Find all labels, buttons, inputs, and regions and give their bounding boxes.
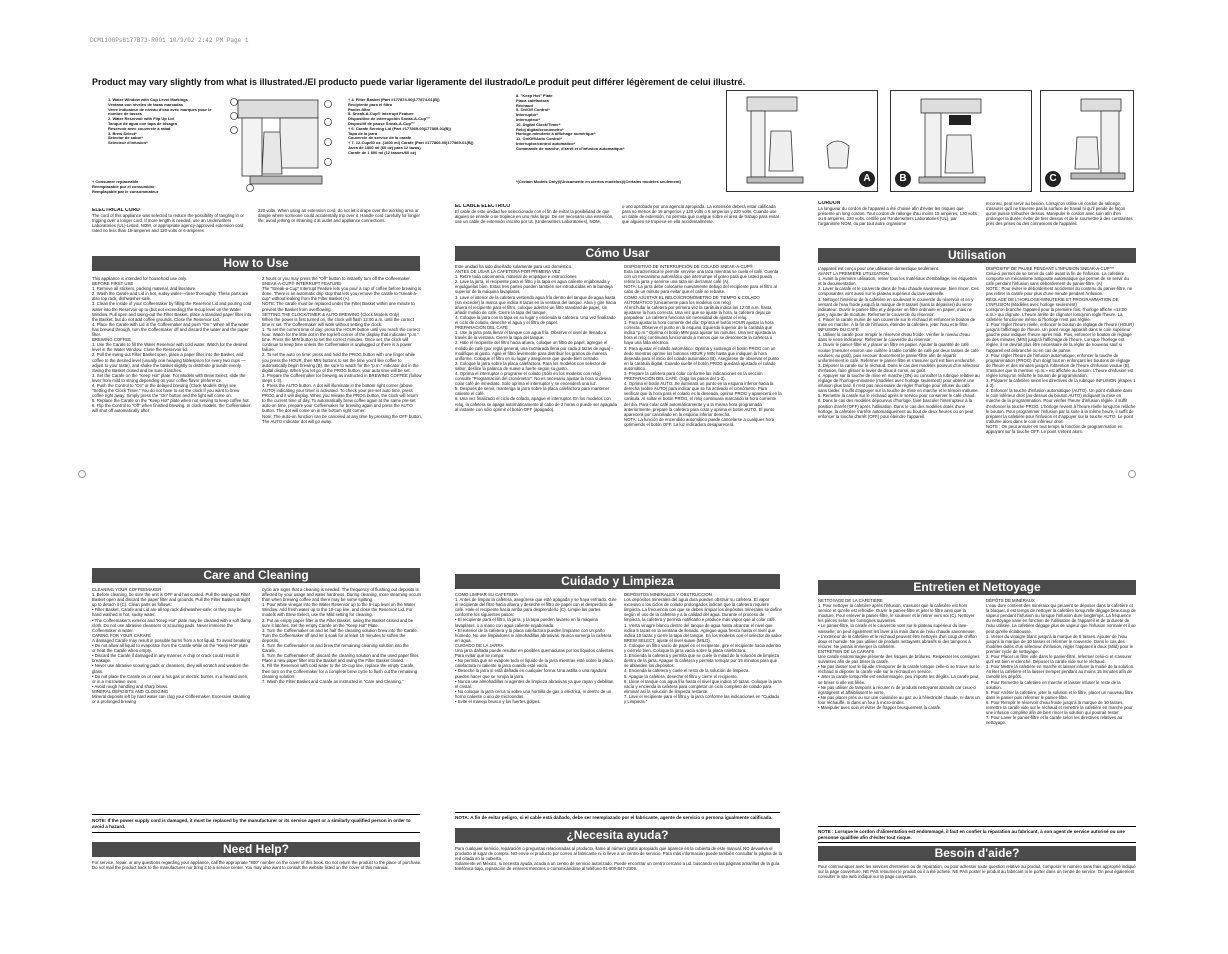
como-usar-heading: Cómo Usar — [455, 246, 780, 261]
care-cleaning-col-2: cycle are signs that a cleaning is needed. The frequency of flushing out deposits is affected by your usage and water hardness. During cleaning, more steaming occurs than when brewing coffee and there may be some spitting. 1. Pour white vinegar into the Water Reservoir up to the 5-cup level on the Water Window. Add fresh water up to the 10-cup line, and close the Reservoir Lid. For models with Brew Select, use the Mild setting for cleaning. 2. Put an empty paper filter in the Filter Basket, swing the Basket closed and be sure it latches. Set the empty Carafe on the "Keep Hot" Plate. 3. Turn the Coffeemaker on and let half the cleaning solution brew into the Carafe. Turn the Coffeemaker off and let it soak for at least 15 minutes to soften the deposits. 4. Turn the Coffeemaker on and brew the remaining cleaning solution into the Carafe. 5. Turn the Coffeemaker off; discard the cleaning solution and the used paper filter. Place a new paper filter into the Basket and swing the Filter Basket closed. 6. Fill the Reservoir with cold water to the 10-cup line, replace the empty Carafe, then turn on the Coffeemaker for a complete brew cycle to flush out the remaining cleaning solution. 7. Wash the Filter Basket and Carafe as instructed in "Care and Cleaning." — [262, 587, 422, 684]
figure-c-label: C — [1045, 171, 1061, 187]
necesita-ayuda-heading: ¿Necesita ayuda? — [455, 828, 780, 843]
utilisation-heading: Utilisation — [818, 248, 1136, 263]
file-header-line: DCM1100PsB177B73-R001 10/9/02 2:42 PM Page 1 — [90, 37, 249, 44]
en-cord-text-2: 220 volts. When using an extension cord, do not let it drape over the working area or dangle where someone could accidentally trip over it. Handle cord carefully for longer life; avoid jerking or straining it at outlet and appliance connections. — [258, 208, 420, 224]
cuidado-limpieza-col-2: DEPÓSITOS MINERALES Y OBSTRUCCION Los depósitos minerales del agua dura pueden obstruir su cafetera. El vapor excesivo o los ciclos de colado prolongados indican que la cafetera requiere limpieza. La frecuencia con que se deben limpiar los depósitos minerales se define según el uso de la cafetera y a la calidad del agua. Durante el proceso de limpieza, la cafetera y permita notificarlo e produce más vapor que al colar café. 1. Vierta vinagre blanco dentro del tanque de agua hasta alcanzar el nivel que indica 5 tazas en la ventana de llenado. Agregue agua fresca hasta el nivel que indica 10 tazas y cierre la tapa del tanque. En los modelos con el selector de sabor BREW SELECT, ajuste el nivel suave (MILD). 2. Coloque un filtro vacío de papel en el recipiente, gire el recipiente hacia adentro y ciérrelo bien. Coloque la jarra vacía sobre la placa calefactora. 3. Encienda la cafetera y permita que se cuele la mitad de la solución de limpieza dentro de la jarra. Apague la cafetera y permita remojar por 15 minutos para que se ablanden los depósitos. 4. Encienda la cafetera y cuele el resto de la solución de limpieza. 5. Apague la cafetera, deseche el filtro y cierre el recipiente. 6. Llene el tanque con agua fría hasta el nivel que indica 10 tazas. Coloque la jarra vacía y encienda la cafetera para completar un ciclo completo de colado para eliminar así la solución de limpieza restante. 7. Lave el recipiente para el filtro y la jarra conforme las indicaciones en "Cuidado y Limpieza." — [624, 592, 782, 704]
como-usar-col-1: Este unidad ha sido diseñado solamente para uso doméstico. ANTES DE USAR LA CAFETERA POR PRIMERA VEZ 1. Retire toda calcomanía, material de empaque e instrucciones 2. Lave la jarra, el recipiente para el filtro y la tapa en agua caliente enjabonada y enjuáguelas bien. Estas tres partes pueden también ser introducidas en la bandeja superior de la máquina lavaplatos. 3. Lave el interior de la cafetera vertiendo agua fría dentro del tanque de agua hasta (sin exceder) la marca que indica 8 tazas en la ventana del tanque. Abra y gire hacia afuera el recipiente para el filtro, coloque adentro un filtro standard de papel, sin añadir molido de café. Cierre la tapa del tanque. 4. Coloque la jarra con la tapa en su lugar y encienda la cafetera. Una vez finalizado el ciclo de colado, deseche el agua y el filtro de papel. PREPARACIÓN DEL CAFÉ 1. Use la jarra para llenar el tanque con agua fría. Observe el nivel de llenado a través de la ventana. Cierre la tapa del tanque. 2. Hale el recipiente del filtro hacia afuera, coloque un filtro de papel, agregue el molido de café (por regla general, una cucharada llena por cada 2 tazas de agua) - modifique al gusto. Agite el filtro levemente para distribuir los granos de manera uniforme. Coloque el filtro en su lugar y asegúrese que quede bien cerrado. 3. Coloque la jarra sobre la placa calefactora. Para los modelos con selector de sabor, deslice la palanca de suave a fuerte según su gusto. 4. Oprima el interruptor o programe el colado (Sólo en los modelos con reloj) consulte "Programación del cronómetro". No es necesario ajustar la hora si desea colar café de inmediato. Sólo oprima el interruptor y se encenderá una luz. 5. Después de servir, mantenga la jarra sobre la placa calefactora para mantener caliente el café. 6. Una vez finalizado el ciclo de colado, apague el interruptor. En los modelos con reloj, la cafetera se apaga automáticamente al cabo de 2 horas o puede ser apagada al instante con sólo oprimir el botón OFF (apagado). — [455, 264, 617, 412]
es-cord-title: EL CABLE ELECTRICO — [455, 204, 511, 209]
entretien-col-1: NETTOYAGE DE LA CAFETIÈRE 1. Pour nettoyer la cafetière après l'infusion, s'assurer que la cafetière est hors service et qu'elle est refroidie. Ouvrir le panier-filtre et jeter le filtre ainsi que la mouture. Pour enlever le panier-filtre, le soulever et le retirer vers soi (C). Nettoyer les pièces selon les consignes suivantes. • Le panier-filtre, la carafe et le couvercle vont sur le plateau supérieur du lave-vaisselle; on peut également les laver à la main dans de l'eau chaude savonneuse. • L'extérieur de la cafetière et le réchaud peuvent être nettoyés d'un coup de chiffon doux et humide. Ne pas utiliser de produits nettoyants abrasifs ni des tampons à récurer. Ne jamais immerger la cafetière. ENTRETIEN DE LA CARAFE Une carafe endommagée présente des risques de brûlures. Respecter les consignes suivantes afin de pas briser la carafe. • Ne pas laisser tout le liquide s'évaporer de la carafe lorsque celle-ci se trouve sur le réchaud ni déposer la carafe vide sur le réchaud en service. • Jeter la carafe lorsqu'elle est endommagée, peu importe les dégâts. La carafe peut se briser si elle est fêlée. • Ne pas utiliser de tampons à récurer ni de produits nettoyants abrasifs car ceux-ci égratignent et affaiblissent le verre. • Ne pas placer près ou sur une cuisinière au gaz ou à l'électricité chaude, ni dans un four réchauffé, ni dans un four à micro-ondes. • Manipuler avec soin et éviter de frapper brusquement la carafe. — [818, 598, 980, 710]
entretien-heading: Entretien et Nettoyage — [818, 580, 1136, 595]
figure-c-panel — [1040, 90, 1134, 192]
figure-a-label: A — [859, 171, 875, 187]
fr-cord-text-2: reconnu, peut servir au besoin. Lorsqu'on utilise un cordon de rallonge, s'assurer qu'il ne traverse pas la surface de travail ni qu'il pende de façon qu'on puisse trébucher dessus. Manipuler le cordon avec soin afin d'en prolonger la durée; éviter de tirer dessus et de le soumettre à des contraintes près des prises ou des connexions de l'appareil. — [986, 201, 1133, 227]
fr-cord-title: CORDON — [818, 201, 841, 206]
entretien-col-2: DÉPÔTS DE MINÉRAUX L'eau dure contient des minéraux qui peuvent se déposer dans la cafetière et la bloquer. Il est temps de nettoyer la cafetière lorsqu'elle dégage beaucoup de vapeur pendant l'infusion ou lorsque l'infusion dure longtemps. La fréquence du nettoyage varie en fonction de l'utilisation de l'appareil et de la dureté de l'eau utilisée. La cafetière dégage plus de vapeur que l'infusion normale et il se peut qu'elle éclabousse. 1. Verser du vinaigre blanc jusqu'à la marque de 5 tasses. Ajouter de l'eau jusqu'à la marque de 10 tasses et refermer le couvercle. Dans le cas des modèles dotés d'un sélecteur d'infusion, régler l'appareil à doux (Mild) pour le premier cycle de nettoyage. 2. Pour Placer un filtre vide dans le panier-filtre, refermer celui-ci et s'assurer qu'il est bien enclenché. Déposer la carafe vide sur le réchaud. 3. Pour Mettre la cafetière en marche et laisser infuser la moitié de la solution. Arrêter la cafetière et la laisser tremper pendant au moins 15 minutes afin de ramollir les dépôts. 4. Pour Remettre la cafetière en marche et laisser infuser le reste de la solution. 5. Pour Arrêter la cafetière, jeter la solution et le filtre, placer un nouveau filtre dans le panier puis refermer le panier-filtre. 6. Pour Remplir le réservoir d'eau froide jusqu'à la marque de 10 tasses, remettre la carafe vide sur le réchaud et remettre la cafetière en marche pour une infusion complète afin de bien rincer la solution qui pourrait rester. 7. Pour Laver le panier-filtre et la carafe selon les directives relatives au nettoyage. — [986, 598, 1136, 726]
fr-cord-text-1: La longueur du cordon de l'appareil a été choisie afin d'éviter les risques que présente un long cordon. Tout cordon de rallonge d'au moins 15 ampères, 120 volts ou 6 ampères, 220 volts, certifié par l'Underwriters Laboratories (UL), par l'organisme NOM, ou par tout autre organisme — [818, 206, 977, 227]
how-to-use-col-1: This appliance is intended for household use only. BEFORE FIRST USE 1. Remove all stickers, packing material, and literature. 2. Wash the Carafe and Lid in hot, sudsy water—rinse thoroughly. These parts are also top rack, dishwasher-safe. 3. Clean the inside of your Coffeemaker by filling the Reservoir Lid and pouring cold water into the Reservoir up to (but not exceeding) the 8-cup level on the Water Window. Pull open and swing-out the Filter Basket, place a standard paper filter into the Basket, but do not add coffee grounds. Close the Reservoir Lid. 4. Place the Carafe with Lid in the Coffeemaker and push "On." When all the water has brewed through, turn the Coffeemaker off and discard the water and the paper filter. BREWING COFFEE 1. Use the Carafe to fill the Water Reservoir with cold water. Watch for the desired level in the Water Window. Close the Reservoir lid. 2. Pull the swing-out Filter Basket open, place a paper filter into the Basket, and coffee to the desired level (usually one heaping tablespoon for every two cups — adjust to your taste), and shake the basket slightly to distribute grounds evenly. Swing the Basket closed and be sure it latches. 3. Set the Carafe on the "Keep Hot" plate. For Models with Brew Select, slide the lever from mild to strong depending on your coffee flavor preference. 4. Push the Control to "On" or the delayed brewing (Clock Models Only) see "Setting the Clock Timer." You do not have to set the clock if you want to brew coffee right away. Simply press the "On" button and the light will come on. 5. Replace the Carafe on the "Keep Hot" plate when not serving to keep coffee hot. 6. Flip the Control to "Off" when finished brewing. In clock models, the Coffeemaker will shut off automatically after — [92, 276, 252, 414]
cuidado-limpieza-heading: Cuidado y Limpieza — [455, 574, 780, 589]
care-cleaning-col-1: CLEANING YOUR COFFEEMAKER 1. Before cleaning, be sure the unit is OFF and has cooled. Pull the swing-out Filter Basket open and discard the paper filter and grounds. Pull the Filter Basket straight up to detach it (C). Clean parts as follows: • Filter Basket, Carafe and Lid are all top rack dishwasher-safe; or they may be hand washed in hot, sudsy water. • The Coffeemaker's exterior and "Keep Hot" plate may be cleaned with a soft damp cloth. Do not use abrasive cleansers or scouring pads. Never immerse the Coffeemaker in water. CARING FOR YOUR CARAFE A damaged Carafe may result in possible burns from a hot liquid. To avoid breaking: • Do not allow all liquid to evaporate from the Carafe while on the "Keep Hot" plate or heat the Carafe when empty. • Discard the Carafe if damaged in any manner. A chip or crack could result in breakage. • Never use abrasive scouring pads or cleansers, they will scratch and weaken the glass. • Do not place the Carafe on or near a hot gas or electric burner, in a heated oven, or in a microwave oven. • Avoid rough handling and sharp blows. MINERAL DEPOSITS AND CLOGGING Mineral deposits left by hard water can clog your Coffeemaker. Excessive steaming or a prolonged brewing — [92, 587, 252, 705]
en-note-rule — [92, 814, 420, 815]
como-usar-col-2: DISPOSITIVO DE INTERRUPCIÓN DE COLADO SNEAK-A-CUP® Esta característica le permite servirse una taza mientras se cuela el café. Cuenta con un mecanismo automático que interrumpe el goteo para que usted pueda retirar la jarra y servirse una taza sin derramar café (A). NOTA: La jarra debe colocarse nuevamente debajo del recipiente para el filtro al cabo de un minuto para evitar que el café se rebalse. COMO AJUSTAR EL RELOJ/CRONÓMETRO DE TIEMPO & COLADO AUTOMÁTICO (Únicamente para los modelos con reloj) Al enchufar la cafetera por primera vez la carátula indica las 12:00 a.m. hasta ajustarse la hora correcta. Una vez que se ajuste la hora, la cafetera dejar de parpadear. La cafetera funciona sin necesidad de ajustar el reloj. 1. Para ajustar la hora corriente del día: Oprima el botón HOUR ajustar la hora correcta. Observe el punto en la esquina izquierda superior de la carátula que indica "p.m." Oprima el botón MIN para ajustar los minutos. Una vez ajustada la hora el reloj continuara funcionando a menos que se desconecte la cafetera o haya una falla eléctrica. 2. Para ajustar el colado automático: Oprima y sostenga el botón PROG con un dedo mientras oprime los botones HOUR y MIN hasta que indiquen la hora deseada para el inicio del colado automático (B). Asegúrese de observar el punto en la carátula digital. Cuando suelte el botón PROG quedará ajustado el colado automático. 3. Prepare la cafetera para colar conforme las indicaciones en la sección PREPARACIÓN DEL CAFÉ. (Siga los pasos del 1-3). 4. Oprima el botón AUTO. Se iluminará un punto en la esquina inferior hacia la derecha (sobre AUTO) para indicar que se ha activado el cronómetro. Para verificar que la hora para el colado es la deseada, oprima PROG y aparecerá en la carátula. Al soltar el botón PROG, el reloj continuara marcando la hora corriente del día. Para colar café automáticamente y a la misma hora programada anteriormente, prepare la cafetera para colar y oprima el botón AUTO. El punto aparecerá por cancelado en la esquina inferior derecha. NOTA: La función de encendido automático puede cancelarse a cualquier hora oprimiendo el botón OFF. La luz indicadora desaparecerá. — [624, 264, 782, 427]
en-note-rule-bottom — [92, 832, 420, 833]
figure-b-label: B — [895, 171, 911, 187]
cuidado-limpieza-col-1: COMO LIMPIAR SU CAFETERA 1. Antes de limpiar la cafetera, asegúrese que esté apagada y se haya enfriado. Gire el recipiente del filtro hacia afuera y deseche el filtro de papel con el desperdicio de café. Hale el recipiente hacia arriba para desprenderlo (C). Limpie las partes conforme los siguientes pasos: • El recipiente para el filtro, la jarra, y la tapa pueden lavarse en la máquina lavaplatos, o a mano con agua caliente enjabonada. • El exterior de la cafetera y la placa calefactora pueden limpiarse con un paño húmedo. No use limpiadores ni almohadillas abrasivas. Nunca sumerja la cafetera en agua. CUIDADO DE LA JARRA Una jarra dañada puede resultar en posibles quemaduras por los líquidos calientes. Para evitar que se rompa: • No permita que se evapore todo el líquido de la jarra mientras esté sobre la placa calefactora ni caliente la jarra cuando esté vacía. • Deseche la jarra si está dañada en cualquier forma. Una astilla o una rajadura pueden hacer que se rompa la jarra. • Nunca use almohadillas ni agentes de limpieza abrasivas ya que rayan y debilitan el cristal. • No coloque la jarra cerca ni sobre una hornilla de gas o eléctrica, ni dentro de un horno caliente o uno de microondas. • Evite el manejo brusco y los fuertes golpes. — [455, 592, 617, 704]
parts-list-right: 8. "Keep Hot" Plate Placa calefactora Réchaud 9. On/Off Control* Interruptor* Interrupteur* 10. Digital Clock/Timer* Reloj digital/cronómetro* Horloge-minuterie à affichage numérique* 11. On/Off/Auto Control* Interruptor/control automático* Commande de marche, d'arrêt et d'infusion automatique* — [516, 93, 625, 151]
fr-note-rule-bottom — [818, 842, 1136, 843]
besoin-aide-text: Pour communiquer avec les services d'entretien ou de réparation, ou pour adresser toute question relative au produit, composer le numéro sans frais approprié indiqué sur la page couverture. NE PAS retourner le produit où il a été acheté. NE PAS poster le produit au fabricant ni le porter dans un centre de service. On peut également consulter le site web indiqué sur la page couverture. — [818, 864, 1136, 880]
certain-models-note: *(Certain Models Only)/(Únicamente en ciertos modelos)/(Certains modèles seulement) — [516, 179, 681, 184]
en-cord-title: ELECTRICAL CORD — [92, 208, 140, 213]
parts-list-left: 1. Water Window with Cup Level Markings Ventana con niveles de tazas marcadas Verre indicateur de niveau d'eau avec marques pour le nombre de tasses 2. Water Reservoir with Flip Up Lid Tanque de agua con tapa de bisagra Réservoir avec couvercle à rabat 3. Brew Select* Selector de sabor* Sélecteur d'infusion* — [108, 97, 212, 146]
es-cord-text-2: o uno aprobado por una agencia apropiada. La extensión deberá estar calificada para no menos de 15 amperios y 120 volts o 6 amperios y 220 volts. Cuando use un cable de extensión, no permita que cuelgue sobre el área de trabajo para evitar que alguien se tropiece en ella accidentalmente. — [622, 204, 780, 225]
how-to-use-heading: How to Use — [92, 256, 420, 271]
es-note-rule — [455, 812, 780, 813]
registration-mark — [78, 470, 86, 478]
care-cleaning-heading: Care and Cleaning — [92, 568, 420, 583]
fr-note-rule — [818, 826, 1136, 827]
figure-b-panel — [890, 90, 1032, 192]
figure-a-panel — [726, 90, 878, 192]
es-cord-section — [455, 204, 615, 248]
en-cord-text-1: The cord of this appliance was selected to reduce the possibility of tangling in or tripping over a longer cord. If more length is needed, use an Underwriters Laboratories (UL)-Listed, NOM, or appropriate agency-approved extension cord rated no less than 15-amperes and 120 volts or 6-amperes — [92, 213, 244, 234]
es-cord-note: NOTA: A fin de evitar peligro, si el cable está dañado, debe ser reemplazado por el fabricante, agente de servicio o persona igualmente calificada. — [455, 815, 773, 820]
consumer-replaceable-note: † Consumer replaceable Reemplazable por el consumidor Remplaçable par le consommateur — [92, 179, 159, 194]
es-cord-text-1: El cable de este unidad fue seleccionado con el fin de evitar la posibilidad de que alguien se enrede o se tropiece en uno más largo. De ser necesario una extensión, use un cable de extensión inscrito por UL (Underwriters Laboratories), NOM, — [455, 209, 614, 225]
need-help-text: For service, repair, or any questions regarding your appliance, call the appropriate "800" number on the cover of this book. Do not return the product to the place of purchase. Do not mail the product back to the manufacturer nor bring it to a service center. You may also want to consult the website listed on the cover of this manual. — [92, 860, 422, 871]
utilisation-col-2: DISPOSITIF DE PAUSE PENDANT L'INFUSION SNEAK-A-CUP™ Celui-ci permet de se servir du café avant la fin de l'infusion. La cafetière comporte un mécanisme antigoutte automatique qui permet de se servir du café pendant l'infusion sans débordement du panier-filtre. (A) NOTE : Pour éviter le débordement accidentel du contenu du panier-filtre, ne pas retirer la carafe pour plus d'une minute pendant l'infusion. RÉGLAGE DE L'HORLOGE-MINUTERIE ET PROGRAMMATION DE L'INFUSION (Modèles avec horloge seulement) Lorsqu'on branche l'appareil pour la première fois, l'horloge affiche «12:00 a.m.» qui clignote. L'heure arrête de clignoter lorsqu'on règle l'heure. La cafetière fonctionne même si l'horloge n'est pas réglée. 1. Pour régler l'heure réelle, enfoncer le bouton de réglage de l'heure (HOUR) jusqu'à l'affichage de l'heure. Un point rouge apparaît dans le coin supérieur gauche pour indiquer l'heure après midi. Puis, enfoncer le bouton de réglage de des minutes (MIN) jusqu'à l'affichage de l'heure. Lorsque l'horloge est réglée, il ne devrait plus être nécessaire de la régler de nouveau sauf si l'appareil est débranché ou en cas de panne. 2. Pour régler l'heure de l'infusion automatique, enfoncer la touche de programmation (PROG) d'un doigt tout en enfonçant les boutons de réglage de l'heure et des minutes jusqu'à l'obtention de l'heure d'infusion voulue (B). S'assurer que la mention «p.m.» est affichée au besoin. L'heure d'infusion est réglée lorsqu'on relâche le bouton de programmation. 3. Préparer la cafetière selon les directives de la rubrique INFUSION (étapes 1 à 3). 4. Enfoncer la touche d'infusion automatique (AUTO). Un point s'allume dans le coin inférieur droit (au-dessus du bouton AUTO) indiquant la mise en marche de la programmation. Pour vérifier l'heure d'infusion réglée, il suffit d'enfoncer la touche PROG. L'horloge revient à l'heure réelle lorsqu'on relâche le bouton. Pour programmer l'infusion par la suite à la même heure, il suffit de préparer la cafetière pour l'infusion et d'appuyer sur la touche AUTO. Le point s'allume alors dans le coin inférieur droit. NOTE : On peut annuler en tout temps la fonction de programmation en appuyant sur la touche OFF. Le point s'éteint alors. — [986, 266, 1136, 434]
coffeemaker-diagram — [220, 92, 340, 192]
how-to-use-col-2: 2 hours or you may press the "Off" button to instantly turn off the Coffeemaker. SNEAK-A-CUP® INTERRUPT FEATURE The "Sneak-a-Cup" Interrupt Feature lets you pour a cup of coffee before brewing is done. There is an automatic drip stop that lets you remove the carafe to "sneak-a-cup" without leaking from the Filter Basket (A). NOTE: The carafe must be replaced under the Filter Basket within one minute to prevent the Basket from overflowing. SETTING THE CLOCK/TIMER & AUTO BREWING (Clock Models Only) When the power is first turned on, the clock will flash 12:00 a.m. until the correct time is set. The Coffeemaker will work without setting the clock. 1. To set the current time of day: press the HOUR button until you reach the correct hour. Watch for the little dot in the top left corner of the display that indicates "p.m." time. Press the MIN button to set the correct minutes. Once set, the clock will continue to keep time unless the Coffeemaker is unplugged or there is a power failure. 2. To set the auto on time: press and hold the PROG button with one finger while you press the HOUR, then MIN buttons to set the time you'd like coffee to automatically begin brewing (B). Be sure to watch for the "p.m." indicator dot in the digital display. When you let go of the PROG button, your auto time will be set. 3. Prepare the Coffeemaker for brewing as instructed in BREWING COFFEE (follow steps 1-3). 4. Press the AUTO button. A dot will illuminate in the bottom right corner (above AUTO) indicating your timer is activated. To check your pre-set auto time, press PROG and it will display. When you release the PROG button, the clock will return to the current time of day. To automatically brew coffee again at the same pre-set auto-on time, prepare your Coffeemaker for brewing again and press the AUTO button. The dot will come on in the bottom right corner. Note: The auto-on function can be canceled at any time by pressing the OFF button. The AUTO indicator dot will go away. — [262, 276, 422, 424]
en-cord-note: NOTE: If the power supply cord is damaged, it must be replaced by the manufacturer or its service agent or a similarly qualified person in order to avoid a hazard. — [92, 818, 411, 829]
utilisation-col-1: L'appareil est conçu pour une utilisation domestique seulement. AVANT LA PREMIÈRE UTILISATION 1. Avant la première utilisation, retirer tous les matériaux d'emballage, les étiquettes et la documentation. 2. Laver la carafe et le couvercle dans de l'eau chaude savonneuse, bien rincer. Ces composantes vont aussi sur le plateau supérieur du lave-vaisselle. 3. Nettoyer l'intérieur de la cafetière en soulevant le couvercle du réservoir et en y versant de l'eau froide jusqu'à la marque de 8 tasses (sans la dépasser) du verre indicateur. Ouvrir le panier-filtre et y déposer un filtre ordinaire en papier, mais ne pas y ajouter de mouture. Refermer le couvercle du réservoir. 4. Placer la carafe munie de son couvercle sur le réchaud et enfoncer le bouton de mise en marche. À la fin de l'infusion, éteindre la cafetière, jeter l'eau et le filtre. INFUSION DU CAFÉ 1. Utiliser la carafe pour remplir le réservoir d'eau froide. Vérifier le niveau d'eau dans le verre indicateur. Refermer le couvercle du réservoir. 2. Ouvrir le panier-filtre et y placer un filtre en papier. Ajouter la quantité de café voulue (mesurer environ une cuillère à table comble de café par deux tasses de café voulues; au goût), puis secouer doucement le panier-filtre afin de répartir uniformément le café. Refermer le panier-filtre et s'assurer qu'il est bien enclenché. 3. Déposer la carafe sur le réchaud. Dans le cas des modèles pourvus d'un sélecteur d'infusion, faire glisser le levier de doux à corsé, au goût. 4. Appuyer sur la touche de mise en marche (ON) ou consulter la rubrique relative au réglage de l'horloge-minuterie (modèles avec horloge seulement) pour obtenir une infusion plus tard. Il n'est pas nécessaire de régler l'horloge pour infuser du café sans tarder. Il suffit d'appuyer sur la touche de mise en marche et le témoin s'allume. 5. Remettre la carafe sur le réchaud après le service pour conserver le café chaud. 6. Dans le cas des modèles dépourvus d'horloge, faire basculer l'interrupteur à la position d'arrêt (OFF) après l'utilisation. Dans le cas des modèles dotés d'une horloge, la cafetière s'arrête automatiquement au bout de deux heures ou on peut enfoncer la touche d'arrêt (OFF) pour éteindre l'appareil. — [818, 266, 980, 419]
fr-cord-note: NOTE : Lorsque le cordon d'alimentation est endommagé, il faut en confier la réparation au fabricant, à son agent de service autorisé ou une personne qualifiée afin d'éviter tout risque. — [818, 829, 1125, 840]
besoin-aide-heading: Besoin d'aide? — [818, 846, 1136, 861]
need-help-heading: Need Help? — [92, 842, 420, 857]
fr-cord-section — [818, 201, 978, 245]
product-disclaimer: Product may vary slightly from what is illustrated./El producto puede variar ligeramente del ilustrado/Le produit peut différer légèrement de celui illustré. — [92, 77, 746, 87]
clock-timer-illustration — [891, 91, 1031, 191]
coffeemaker-pour-illustration — [727, 91, 877, 191]
necesita-ayuda-text: Para cualquier servicio, reparación o preguntas relacionadas al producto, llame al número gratis apropiado que aparece en la cubierta de este manual. NO devuelva el producto al lugar de compra. NO envíe el producto por correo al fabricante ni lo lleve a un centro de servicio. Para más información puede también consultar la página de la red citada en la cubierta. Solamente en México, si necesita ayuda, acuda a un centro de servicio autorizado. Puede encontrar un centro cercano a ud. buscando en las páginas amarillas de la guía telefónica bajo, reparación de enseres menores o comunicándose al teléfono 01-800-847-2309. — [455, 846, 782, 872]
parts-list-middle: † 4. Filter Basket (Part #177874-00|177874-01(B)) Recipiente para el filtro Panier-filtre 5. Sneak-A-Cup® Interrupt Feature Dispositivo de interrupción Sneak-A-Cup™ Dispositif de pause Sneak-A-Cup™ † 6. Carafe Serving Lid (Part #177869-00|177869-01(B)) Tapa de la jarra Couvercle de service de la carafe † 7. 12-Cup/60 oz. (1800 ml) Carafe (Part #177869-00|177869-01(B)) Jarra de 1800 ml (60 oz) para 12 tazas) Carafe de 1 800 ml (12 tasses/60 oz) — [348, 97, 474, 155]
en-cord-section — [92, 208, 252, 248]
